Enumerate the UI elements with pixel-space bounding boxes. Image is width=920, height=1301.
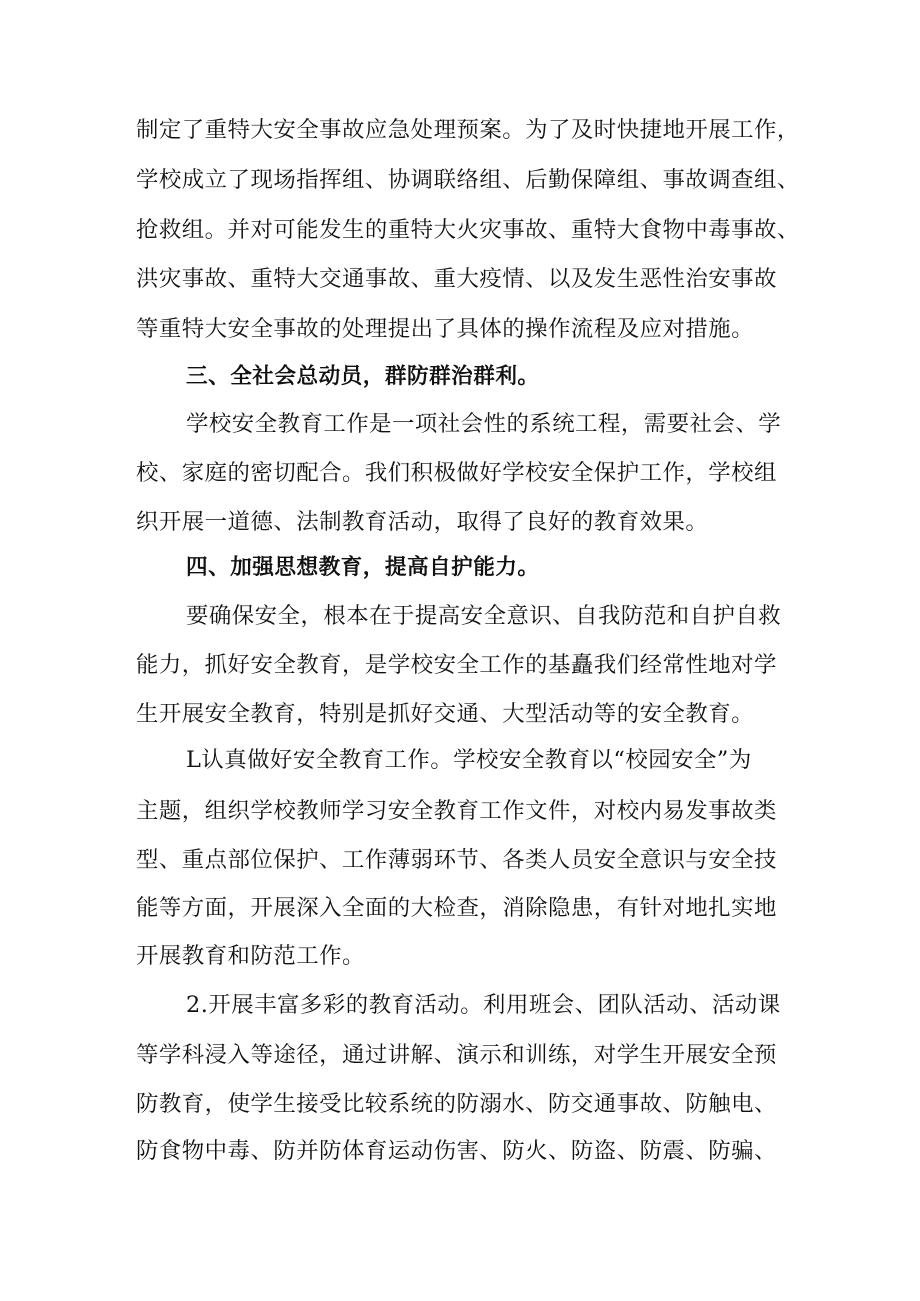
paragraph-line: 2.开展丰富多彩的教育活动。利用班会、团队活动、活动课 bbox=[186, 992, 781, 1018]
paragraph-line: 型、重点部位保护、工作薄弱环节、各类人员安全意识与安全技 bbox=[136, 847, 777, 873]
paragraph-line: 能等方面，开展深入全面的大检查，消除隐患，有针对地扎实地 bbox=[136, 895, 777, 921]
paragraph-line: 织开展一道德、法制教育活动，取得了良好的教育效果。 bbox=[136, 509, 709, 535]
section-heading-3: 三、全社会总动员，群防群治群利。 bbox=[186, 364, 540, 389]
paragraph-line: 要确保安全，根本在于提高安全意识、自我防范和自护自救 bbox=[186, 603, 782, 629]
paragraph-line: 学校成立了现场指挥组、协调联络组、后勤保障组、事故调查组、 bbox=[136, 167, 800, 193]
paragraph-line: L认真做好安全教育工作。学校安全教育以“校园安全”为 bbox=[186, 747, 752, 773]
paragraph-line: 制定了重特大安全事故应急处理预案。为了及时快捷地开展工作， bbox=[136, 117, 800, 143]
section-heading-4: 四、加强思想教育，提高自护能力。 bbox=[186, 555, 540, 580]
paragraph-line: 等重特大安全事故的处理提出了具体的操作流程及应对措施。 bbox=[136, 316, 755, 342]
paragraph-line: 开展教育和防范工作。 bbox=[136, 943, 365, 969]
paragraph-line: 洪灾事故、重特大交通事故、重大疫情、以及发生恶性治安事故 bbox=[136, 266, 777, 292]
paragraph-line: 抢救组。并对可能发生的重特大火灾事故、重特大食物中毒事故、 bbox=[136, 217, 800, 243]
paragraph-line: 防教育，使学生接受比较系统的防溺水、防交通事故、防触电、 bbox=[136, 1091, 777, 1117]
paragraph-line: 能力，抓好安全教育，是学校安全工作的基矗我们经常性地对学 bbox=[136, 652, 777, 678]
paragraph-line: 生开展安全教育，特别是抓好交通、大型活动等的安全教育。 bbox=[136, 701, 755, 727]
paragraph-line: 防食物中毒、防并防体育运动伤害、防火、防盗、防震、防骗、 bbox=[136, 1138, 777, 1164]
paragraph-line: 学校安全教育工作是一项社会性的系统工程，需要社会、学 bbox=[186, 411, 782, 437]
paragraph-line: 等学科浸入等途径，通过讲解、演示和训练，对学生开展安全预 bbox=[136, 1042, 777, 1068]
paragraph-line: 校、家庭的密切配合。我们积极做好学校安全保护工作，学校组 bbox=[136, 460, 777, 486]
paragraph-line: 主题，组织学校教师学习安全教育工作文件，对校内易发事故类 bbox=[136, 798, 777, 824]
